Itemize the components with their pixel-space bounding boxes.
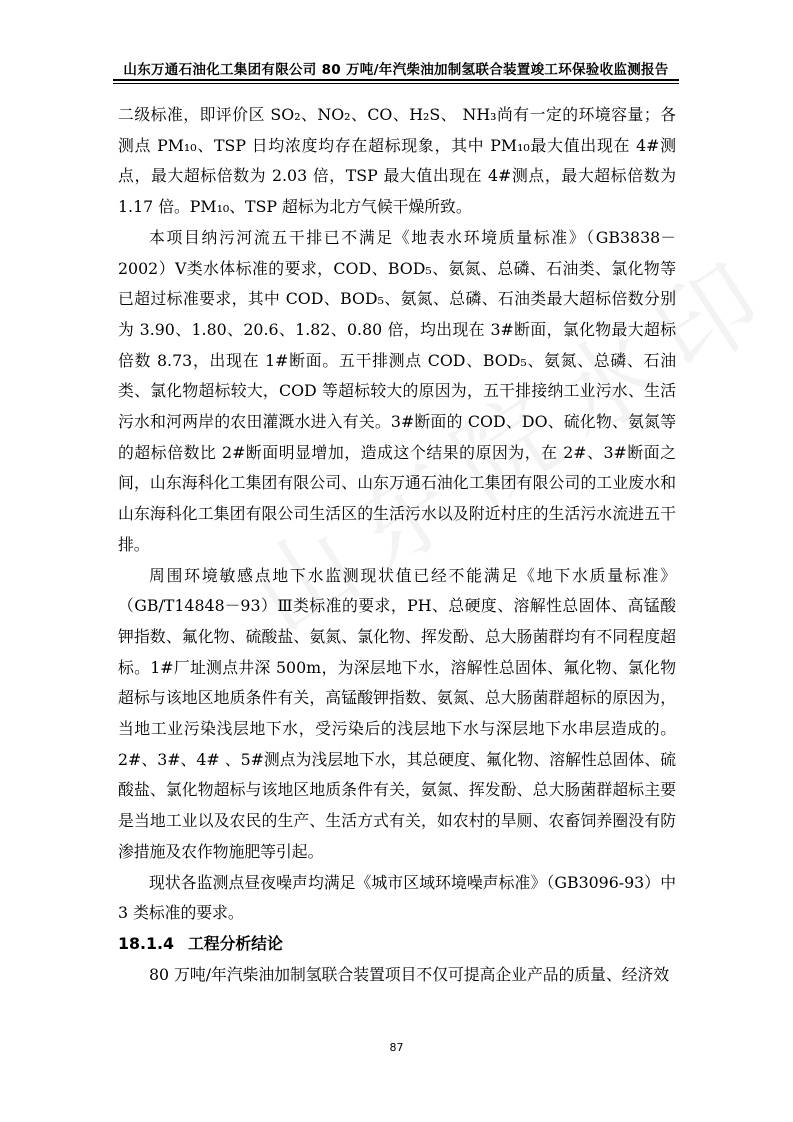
section-number: 18.1.4 — [118, 933, 174, 953]
paragraph-engineering: 80 万吨/年汽柴油加制氢联合装置项目不仅可提高企业产品的质量、经济效 — [149, 964, 670, 984]
paragraph-noise: 现状各监测点昼夜噪声均满足《城市区域环境噪声标准》（GB3096-93）中 3 类标准的要求。 — [118, 872, 676, 923]
paragraph-air-quality: 二级标准，即评价区 SO₂、NO₂、CO、H₂S、 NH₃尚有一定的环境容量；各测点 PM₁₀、TSP 日均浓度均存在超标现象，其中 PM₁₀最大值出现在 4#测点，最大超标倍数为 2.03 倍，TSP 最大值出现在 4#测点，最大超标倍数为 1.17 倍。PM₁₀、TSP 超标为北方气候干燥所致。 — [118, 105, 676, 217]
paragraph-surface-water: 本项目纳污河流五干排已不满足《地表水环境质量标准》（GB3838－2002）Ⅴ类水体标准的要求，COD、BOD₅、氨氮、总磷、石油类、氯化物等已超过标准要求，其中 COD、BOD₅、氨氮、总磷、石油类最大超标倍数分别为 3.90、1.80、20.6、1.82、0.80 倍，均出现在 3#断面，氯化物最大超标倍数 8.73，出现在 1#断面。五干排测点 COD、BOD₅、氨氮、总磷、石油类、氯化物超标较大，COD 等超标较大的原因为，五干排接纳工业污水、生活污水和河两岸的农田灌溉水进入有关。3#断面的 COD、DO、硫化物、氨氮等的超标倍数比 2#断面明显增加，造成这个结果的原因为，在 2#、3#断面之间，山东海科化工集团有限公司、山东万通石油化工集团有限公司的工业废水和山东海科化工集团有限公司生活区的生活污水以及附近村庄的生活污水流进五干排。 — [118, 227, 676, 554]
running-header: 山东万通石油化工集团有限公司 80 万吨/年汽柴油加制氢联合装置竣工环保验收监测报告 — [123, 62, 669, 78]
paragraph-groundwater: 周围环境敏感点地下水监测现状值已经不能满足《地下水质量标准》（GB/T14848－93）Ⅲ类标准的要求，PH、总硬度、溶解性总固体、高锰酸钾指数、氟化物、硫酸盐、氨氮、氯化物、挥发酚、总大肠菌群均有不同程度超标。1#厂址测点井深 500m，为深层地下水，溶解性总固体、氟化物、氯化物超标与该地区地质条件有关，高锰酸钾指数、氨氮、总大肠菌群超标的原因为，当地工业污染浅层地下水，受污染后的浅层地下水与深层地下水串层造成的。2#、3#、4# 、5#测点为浅层地下水，其总硬度、氟化物、溶解性总固体、硫酸盐、氯化物超标与该地区地质条件有关，氨氮、挥发酚、总大肠菌群超标主要是当地工业以及农民的生产、生活方式有关，如农村的旱厕、农畜饲养圈没有防渗措施及农作物施肥等引起。 — [118, 565, 676, 861]
header-rule-thick — [113, 79, 679, 81]
header-rule-thin — [113, 83, 679, 84]
section-heading — [118, 929, 676, 960]
page-number: 87 — [389, 1041, 404, 1054]
section-title: 工程分析结论 — [187, 933, 283, 953]
report-body — [118, 100, 676, 990]
